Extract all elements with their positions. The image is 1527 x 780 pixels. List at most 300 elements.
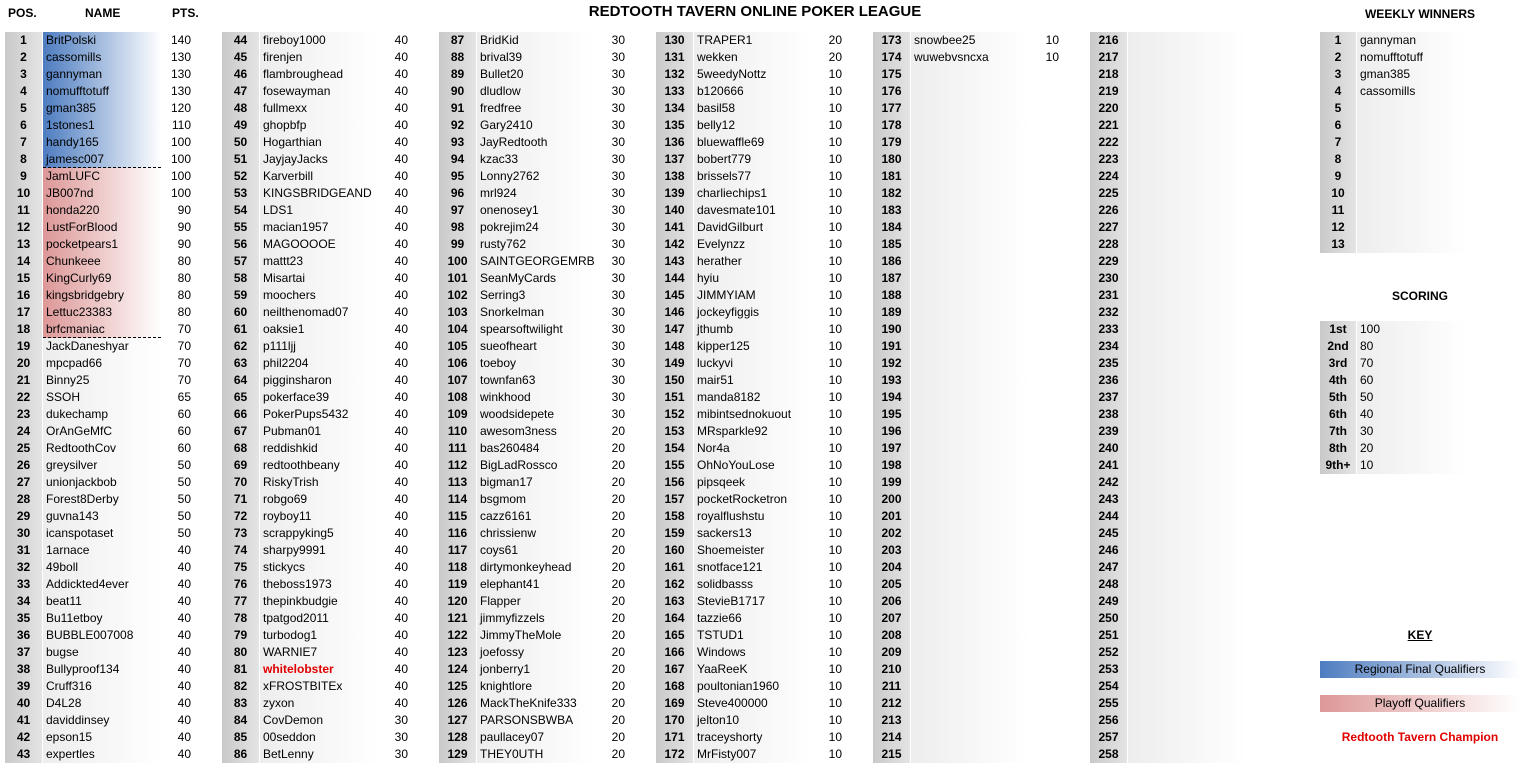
position-cell: 2 — [5, 49, 42, 66]
position-cell: 168 — [656, 678, 693, 695]
points-cell: 40 — [394, 322, 408, 336]
position-cell: 217 — [1090, 49, 1127, 66]
player-name-cell: Chunkeee — [43, 253, 161, 270]
player-name-cell: Addickted4ever — [43, 576, 161, 593]
position-cell: 225 — [1090, 185, 1127, 202]
position-cell: 17 — [5, 304, 42, 321]
points-cell: 65 — [177, 390, 191, 404]
position-cell: 220 — [1090, 100, 1127, 117]
position-cell: 227 — [1090, 219, 1127, 236]
points-cell — [1029, 610, 1059, 627]
position-cell: 173 — [873, 32, 910, 49]
position-cell: 73 — [222, 525, 259, 542]
player-name-cell: snotface121 — [694, 559, 812, 576]
position-cell: 242 — [1090, 474, 1127, 491]
player-name-cell — [1128, 202, 1246, 219]
player-name-cell: KingCurly69 — [43, 270, 161, 287]
player-name-cell: jockeyfiggis — [694, 304, 812, 321]
player-name-cell — [911, 202, 1029, 219]
player-name-cell: Cruff316 — [43, 678, 161, 695]
position-cell: 112 — [439, 457, 476, 474]
position-cell: 64 — [222, 372, 259, 389]
player-name-cell — [911, 372, 1029, 389]
player-name-cell — [911, 83, 1029, 100]
position-cell: 250 — [1090, 610, 1127, 627]
position-cell: 148 — [656, 338, 693, 355]
points-cell: 10 — [828, 356, 842, 370]
player-name-cell: sackers13 — [694, 525, 812, 542]
position-cell: 182 — [873, 185, 910, 202]
position-cell: 84 — [222, 712, 259, 729]
points-cell: 10 — [828, 526, 842, 540]
player-name-cell — [911, 729, 1029, 746]
position-cell: 28 — [5, 491, 42, 508]
position-cell: 90 — [439, 83, 476, 100]
points-awarded-cell: 20 — [1357, 440, 1467, 457]
weekly-winner-cell: cassomills — [1357, 83, 1467, 100]
position-cell: 11 — [5, 202, 42, 219]
weekly-winner-cell — [1357, 185, 1467, 202]
points-cell: 20 — [611, 662, 625, 676]
position-cell: 203 — [873, 542, 910, 559]
points-cell — [1246, 304, 1276, 321]
position-cell: 40 — [5, 695, 42, 712]
position-cell: 234 — [1090, 338, 1127, 355]
position-cell: 14 — [5, 253, 42, 270]
position-cell: 33 — [5, 576, 42, 593]
points-cell: 10 — [828, 237, 842, 251]
points-cell: 100 — [170, 186, 191, 200]
points-cell — [1246, 406, 1276, 423]
player-name-cell: Misartai — [260, 270, 378, 287]
points-cell: 30 — [611, 271, 625, 285]
points-cell — [1029, 219, 1059, 236]
position-cell: 54 — [222, 202, 259, 219]
position-cell: 190 — [873, 321, 910, 338]
points-cell: 40 — [394, 424, 408, 438]
position-cell: 8 — [5, 151, 42, 168]
position-cell: 49 — [222, 117, 259, 134]
player-name-cell: 5weedyNottz — [694, 66, 812, 83]
position-cell: 147 — [656, 321, 693, 338]
points-cell: 40 — [394, 611, 408, 625]
points-cell: 40 — [177, 713, 191, 727]
position-cell: 31 — [5, 542, 42, 559]
position-cell: 76 — [222, 576, 259, 593]
position-cell: 137 — [656, 151, 693, 168]
position-cell: 210 — [873, 661, 910, 678]
player-name-cell: bugse — [43, 644, 161, 661]
position-cell: 32 — [5, 559, 42, 576]
points-cell — [1029, 117, 1059, 134]
points-cell: 70 — [177, 373, 191, 387]
player-name-cell — [1128, 270, 1246, 287]
player-name-cell: guvna143 — [43, 508, 161, 525]
player-name-cell: reddishkid — [260, 440, 378, 457]
week-number-cell: 2 — [1320, 49, 1356, 66]
player-name-cell: mair51 — [694, 372, 812, 389]
player-name-cell: whitelobster — [260, 661, 378, 678]
player-name-cell: davesmate101 — [694, 202, 812, 219]
position-cell: 21 — [5, 372, 42, 389]
points-cell: 40 — [394, 373, 408, 387]
position-cell: 94 — [439, 151, 476, 168]
player-name-cell — [911, 559, 1029, 576]
player-name-cell: kingsbridgebry — [43, 287, 161, 304]
position-cell: 59 — [222, 287, 259, 304]
player-name-cell: fullmexx — [260, 100, 378, 117]
player-name-cell: royboy11 — [260, 508, 378, 525]
player-name-cell — [1128, 559, 1246, 576]
player-name-cell: onenosey1 — [477, 202, 595, 219]
points-cell: 40 — [394, 645, 408, 659]
player-name-cell: woodsidepete — [477, 406, 595, 423]
weekly-winner-cell — [1357, 168, 1467, 185]
points-cell — [1029, 525, 1059, 542]
position-cell: 184 — [873, 219, 910, 236]
player-name-cell: phil2204 — [260, 355, 378, 372]
position-cell: 202 — [873, 525, 910, 542]
points-cell — [1029, 678, 1059, 695]
player-name-cell: Hogarthian — [260, 134, 378, 151]
position-cell: 244 — [1090, 508, 1127, 525]
player-name-cell: traceyshorty — [694, 729, 812, 746]
position-cell: 99 — [439, 236, 476, 253]
points-cell: 10 — [828, 135, 842, 149]
points-cell — [1246, 202, 1276, 219]
finish-place-cell: 3rd — [1320, 355, 1356, 372]
player-name-cell: BritPolski — [43, 32, 161, 49]
player-name-cell: mpcpad66 — [43, 355, 161, 372]
player-name-cell — [1128, 219, 1246, 236]
player-name-cell: mibintsednokuout — [694, 406, 812, 423]
points-cell: 30 — [611, 118, 625, 132]
position-cell: 172 — [656, 746, 693, 763]
position-cell: 239 — [1090, 423, 1127, 440]
week-number-cell: 5 — [1320, 100, 1356, 117]
player-name-cell: 49boll — [43, 559, 161, 576]
position-cell: 69 — [222, 457, 259, 474]
points-cell: 100 — [170, 152, 191, 166]
position-cell: 16 — [5, 287, 42, 304]
points-cell — [1029, 440, 1059, 457]
points-cell: 30 — [611, 186, 625, 200]
points-cell: 20 — [611, 713, 625, 727]
week-number-cell: 1 — [1320, 32, 1356, 49]
points-cell: 20 — [828, 50, 842, 64]
player-name-cell — [911, 406, 1029, 423]
position-cell: 226 — [1090, 202, 1127, 219]
player-name-cell — [1128, 32, 1246, 49]
position-cell: 6 — [5, 117, 42, 134]
player-name-cell: SAINTGEORGEMRB — [477, 253, 595, 270]
position-cell: 204 — [873, 559, 910, 576]
points-cell — [1246, 610, 1276, 627]
position-cell: 188 — [873, 287, 910, 304]
points-cell: 20 — [611, 747, 625, 761]
position-cell: 18 — [5, 321, 42, 338]
position-cell: 223 — [1090, 151, 1127, 168]
position-cell: 98 — [439, 219, 476, 236]
points-cell: 60 — [177, 407, 191, 421]
points-cell: 90 — [177, 237, 191, 251]
points-cell: 30 — [611, 220, 625, 234]
points-cell — [1246, 474, 1276, 491]
weekly-winner-cell — [1357, 219, 1467, 236]
player-name-cell — [911, 661, 1029, 678]
points-cell: 30 — [394, 730, 408, 744]
position-cell: 238 — [1090, 406, 1127, 423]
points-cell: 30 — [611, 101, 625, 115]
points-cell — [1246, 49, 1276, 66]
points-cell: 10 — [828, 220, 842, 234]
position-cell: 58 — [222, 270, 259, 287]
position-cell: 67 — [222, 423, 259, 440]
player-name-cell — [1128, 372, 1246, 389]
points-cell: 30 — [611, 356, 625, 370]
player-name-cell: scrappyking5 — [260, 525, 378, 542]
player-name-cell — [1128, 440, 1246, 457]
player-name-cell — [911, 321, 1029, 338]
player-name-cell: xFROSTBITEx — [260, 678, 378, 695]
player-name-cell — [1128, 253, 1246, 270]
player-name-cell: BUBBLE007008 — [43, 627, 161, 644]
points-cell — [1029, 559, 1059, 576]
position-cell: 160 — [656, 542, 693, 559]
points-cell — [1029, 236, 1059, 253]
player-name-cell: JB007nd — [43, 185, 161, 202]
points-cell — [1029, 695, 1059, 712]
player-name-cell: charliechips1 — [694, 185, 812, 202]
player-name-cell: Steve400000 — [694, 695, 812, 712]
position-cell: 218 — [1090, 66, 1127, 83]
points-cell: 20 — [611, 509, 625, 523]
points-cell: 10 — [828, 203, 842, 217]
points-cell: 50 — [177, 458, 191, 472]
position-cell: 57 — [222, 253, 259, 270]
points-cell: 10 — [828, 67, 842, 81]
player-name-cell: luckyvi — [694, 355, 812, 372]
player-name-cell: cassomills — [43, 49, 161, 66]
position-cell: 42 — [5, 729, 42, 746]
player-name-cell: Snorkelman — [477, 304, 595, 321]
player-name-cell: unionjackbob — [43, 474, 161, 491]
player-name-cell: pokrejim24 — [477, 219, 595, 236]
player-name-cell — [1128, 389, 1246, 406]
player-name-cell: gannyman — [43, 66, 161, 83]
points-cell: 30 — [611, 390, 625, 404]
points-cell: 40 — [394, 492, 408, 506]
points-cell — [1029, 729, 1059, 746]
player-name-cell: brival39 — [477, 49, 595, 66]
position-cell: 129 — [439, 746, 476, 763]
position-cell: 143 — [656, 253, 693, 270]
player-name-cell: MackTheKnife333 — [477, 695, 595, 712]
position-cell: 52 — [222, 168, 259, 185]
player-name-cell — [1128, 117, 1246, 134]
points-cell — [1029, 83, 1059, 100]
player-name-cell: BetLenny — [260, 746, 378, 763]
position-cell: 77 — [222, 593, 259, 610]
position-cell: 88 — [439, 49, 476, 66]
position-cell: 63 — [222, 355, 259, 372]
position-cell: 212 — [873, 695, 910, 712]
points-awarded-cell: 50 — [1357, 389, 1467, 406]
key-playoff-qualifiers: Playoff Qualifiers — [1320, 695, 1520, 712]
player-name-cell: kzac33 — [477, 151, 595, 168]
player-name-cell — [1128, 338, 1246, 355]
player-name-cell: zyxon — [260, 695, 378, 712]
week-number-cell: 11 — [1320, 202, 1356, 219]
position-cell: 201 — [873, 508, 910, 525]
points-cell: 60 — [177, 441, 191, 455]
player-name-cell: RedtoothCov — [43, 440, 161, 457]
position-cell: 150 — [656, 372, 693, 389]
points-cell: 30 — [611, 203, 625, 217]
player-name-cell — [1128, 593, 1246, 610]
scoring-title: SCORING — [1391, 289, 1448, 303]
player-name-cell: JamLUFC — [43, 168, 161, 185]
player-name-cell: PARSONSBWBA — [477, 712, 595, 729]
points-cell — [1029, 253, 1059, 270]
points-cell: 40 — [394, 526, 408, 540]
points-cell: 130 — [170, 67, 191, 81]
points-cell — [1246, 185, 1276, 202]
position-cell: 103 — [439, 304, 476, 321]
player-name-cell — [911, 542, 1029, 559]
player-name-cell: Bullet20 — [477, 66, 595, 83]
points-cell: 80 — [177, 305, 191, 319]
player-name-cell — [911, 168, 1029, 185]
points-cell: 10 — [828, 118, 842, 132]
points-cell: 40 — [394, 509, 408, 523]
position-cell: 224 — [1090, 168, 1127, 185]
player-name-cell — [1128, 610, 1246, 627]
position-cell: 237 — [1090, 389, 1127, 406]
points-cell: 10 — [828, 407, 842, 421]
points-cell: 50 — [177, 475, 191, 489]
points-cell: 40 — [394, 441, 408, 455]
player-name-cell: winkhood — [477, 389, 595, 406]
points-cell: 120 — [170, 101, 191, 115]
points-cell: 70 — [177, 322, 191, 336]
points-cell — [1029, 304, 1059, 321]
position-cell: 128 — [439, 729, 476, 746]
position-cell: 96 — [439, 185, 476, 202]
points-cell: 20 — [611, 645, 625, 659]
points-cell: 30 — [611, 288, 625, 302]
position-cell: 130 — [656, 32, 693, 49]
points-cell — [1246, 32, 1276, 49]
player-name-cell: fireboy1000 — [260, 32, 378, 49]
player-name-cell: b120666 — [694, 83, 812, 100]
player-name-cell: OhNoYouLose — [694, 457, 812, 474]
points-cell: 40 — [394, 237, 408, 251]
player-name-cell — [911, 117, 1029, 134]
points-cell: 40 — [177, 628, 191, 642]
points-cell: 10 — [828, 509, 842, 523]
points-cell: 40 — [394, 288, 408, 302]
points-cell: 30 — [611, 254, 625, 268]
points-cell: 40 — [394, 50, 408, 64]
points-cell: 10 — [828, 662, 842, 676]
player-name-cell: 1stones1 — [43, 117, 161, 134]
points-cell — [1029, 168, 1059, 185]
player-name-cell: nomufftotuff — [43, 83, 161, 100]
points-cell: 20 — [611, 475, 625, 489]
position-cell: 149 — [656, 355, 693, 372]
position-cell: 120 — [439, 593, 476, 610]
position-cell: 247 — [1090, 559, 1127, 576]
player-name-cell — [1128, 185, 1246, 202]
points-cell — [1246, 542, 1276, 559]
position-cell: 254 — [1090, 678, 1127, 695]
position-cell: 116 — [439, 525, 476, 542]
position-cell: 68 — [222, 440, 259, 457]
points-cell: 20 — [611, 492, 625, 506]
player-name-cell — [1128, 661, 1246, 678]
points-cell: 30 — [611, 135, 625, 149]
week-number-cell: 9 — [1320, 168, 1356, 185]
player-name-cell: JIMMYIAM — [694, 287, 812, 304]
position-cell: 72 — [222, 508, 259, 525]
position-cell: 70 — [222, 474, 259, 491]
points-awarded-cell: 80 — [1357, 338, 1467, 355]
position-cell: 10 — [5, 185, 42, 202]
position-cell: 207 — [873, 610, 910, 627]
position-cell: 126 — [439, 695, 476, 712]
position-cell: 255 — [1090, 695, 1127, 712]
points-cell — [1029, 287, 1059, 304]
points-cell — [1246, 644, 1276, 661]
position-cell: 249 — [1090, 593, 1127, 610]
week-number-cell: 6 — [1320, 117, 1356, 134]
position-cell: 165 — [656, 627, 693, 644]
week-number-cell: 8 — [1320, 151, 1356, 168]
player-name-cell: belly12 — [694, 117, 812, 134]
player-name-cell: stickycs — [260, 559, 378, 576]
position-cell: 37 — [5, 644, 42, 661]
player-name-cell: p111ljj — [260, 338, 378, 355]
position-cell: 208 — [873, 627, 910, 644]
points-cell: 10 — [828, 254, 842, 268]
points-cell — [1029, 202, 1059, 219]
position-cell: 118 — [439, 559, 476, 576]
weekly-winner-cell — [1357, 100, 1467, 117]
points-cell: 10 — [1045, 33, 1059, 47]
player-name-cell: jelton10 — [694, 712, 812, 729]
points-cell: 20 — [611, 594, 625, 608]
player-name-cell: greysilver — [43, 457, 161, 474]
weekly-winner-cell: nomufftotuff — [1357, 49, 1467, 66]
player-name-cell — [911, 338, 1029, 355]
points-cell — [1029, 508, 1059, 525]
player-name-cell: SeanMyCards — [477, 270, 595, 287]
position-cell: 156 — [656, 474, 693, 491]
points-cell: 40 — [394, 543, 408, 557]
player-name-cell: wekken — [694, 49, 812, 66]
points-cell: 10 — [828, 288, 842, 302]
position-cell: 106 — [439, 355, 476, 372]
position-cell: 197 — [873, 440, 910, 457]
position-cell: 15 — [5, 270, 42, 287]
points-cell: 10 — [828, 84, 842, 98]
points-cell: 10 — [828, 373, 842, 387]
points-awarded-cell: 60 — [1357, 372, 1467, 389]
points-cell — [1246, 508, 1276, 525]
position-cell: 185 — [873, 236, 910, 253]
points-cell: 40 — [394, 271, 408, 285]
